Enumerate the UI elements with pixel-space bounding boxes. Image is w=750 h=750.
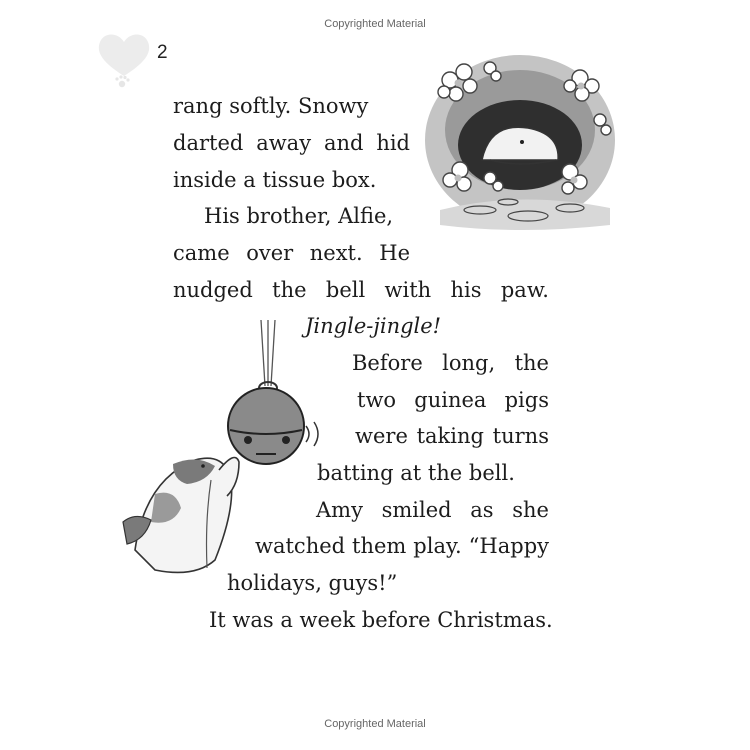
heart-paw-icon [92, 22, 156, 92]
copyright-watermark-top: Copyrighted Material [324, 18, 426, 30]
text-line-15: It was a week before Christmas. [209, 608, 553, 632]
text-line-12: Amy smiled as she [316, 498, 549, 522]
page-number: 2 [157, 42, 168, 63]
text-line-9: two guinea pigs [357, 388, 549, 412]
text-line-4: His brother, Alfie, [204, 204, 394, 228]
text-line-11: batting at the bell. [317, 461, 515, 485]
text-line-2: darted away and hid [173, 131, 410, 155]
text-line-10: were taking turns [355, 424, 549, 448]
text-line-14: holidays, guys!” [227, 571, 398, 595]
text-line-6: nudged the bell with his paw. [173, 278, 549, 302]
text-line-5: came over next. He [173, 241, 410, 265]
guinea-pig-batting-bell-illustration [115, 440, 255, 580]
text-line-13: watched them play. “Happy [255, 534, 549, 558]
copyright-watermark-bottom: Copyrighted Material [324, 718, 426, 730]
text-line-3: inside a tissue box. [173, 168, 377, 192]
text-line-8: Before long, the [352, 351, 549, 375]
text-line-1: rang softly. Snowy [173, 94, 369, 118]
guinea-pig-in-hole-illustration [420, 50, 620, 235]
text-line-7-sound: Jingle-jingle! [305, 314, 442, 338]
